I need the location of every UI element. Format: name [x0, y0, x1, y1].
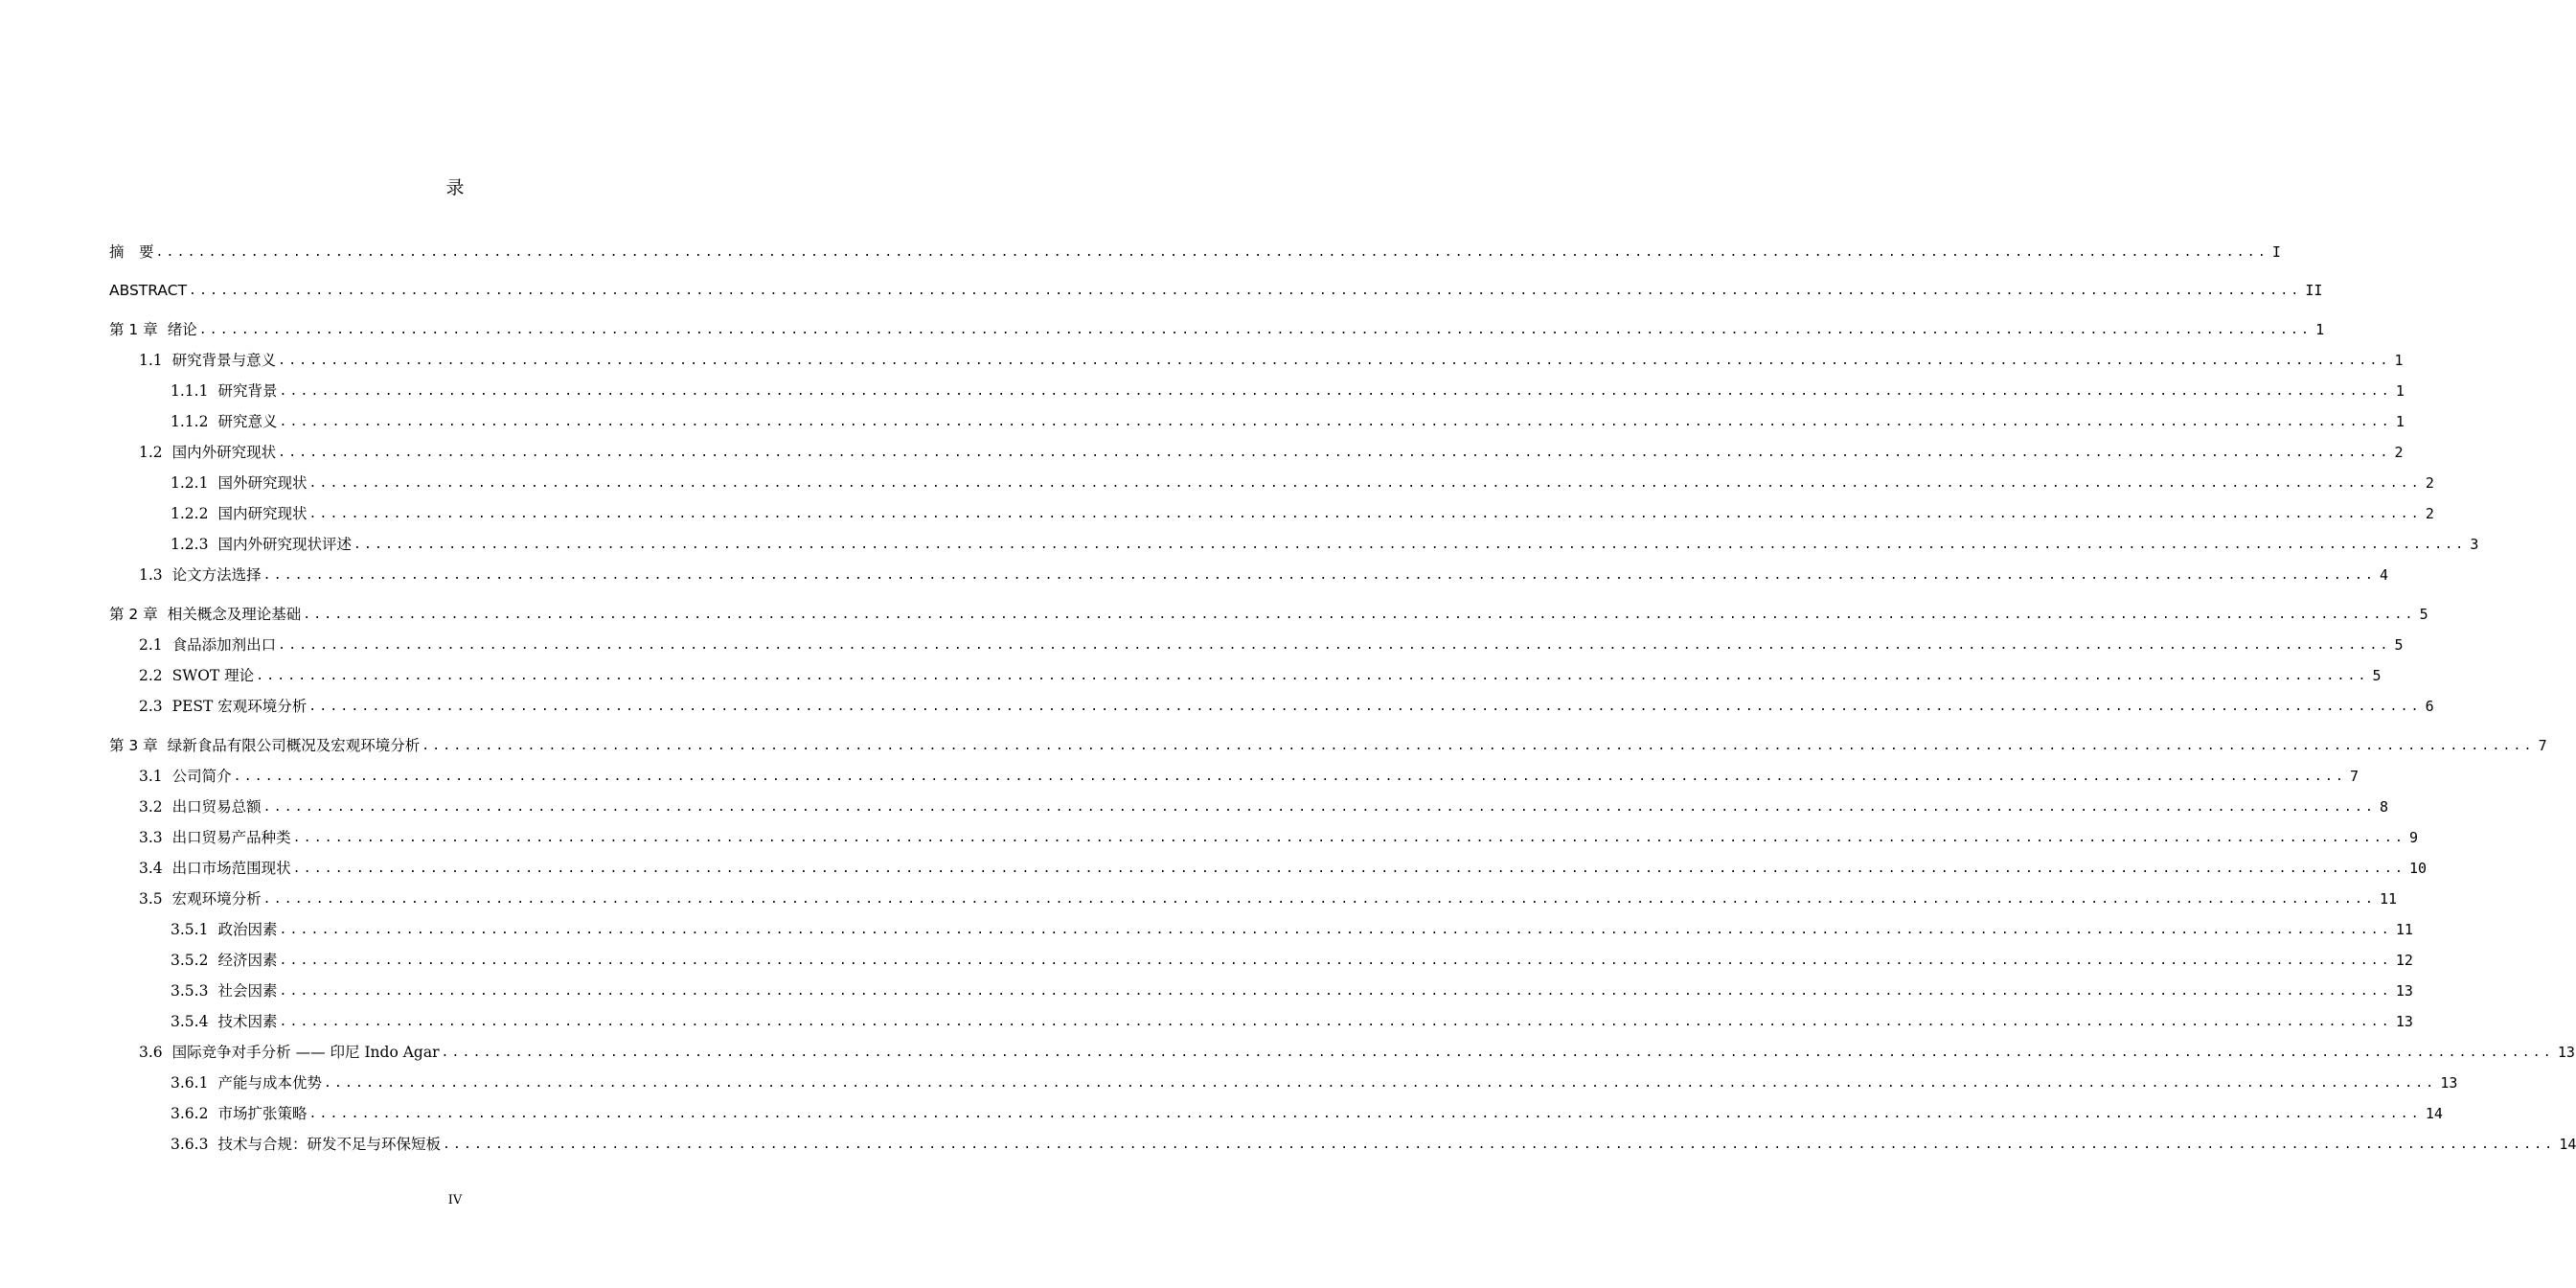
toc-entry-number: 3.5.3	[171, 982, 209, 1000]
toc-entry-number: 1.2.1	[171, 474, 209, 492]
page-number-footer: IV	[447, 1193, 463, 1208]
toc-entry-title: 出口贸易产品种类	[171, 829, 291, 846]
toc-entry-number: 3.6.2	[171, 1105, 209, 1122]
toc-entry[interactable]	[171, 1099, 2443, 1124]
toc-leader-dots: ........................................................................................................................................................................................................	[442, 1138, 2556, 1152]
toc-entry-number: 1.2.2	[171, 505, 209, 522]
toc-entry[interactable]	[139, 823, 2419, 848]
toc-leader-dots: ........................................................................................................................................................................................................	[189, 284, 2302, 298]
toc-entry-page: 2	[2425, 505, 2434, 522]
toc-entry-number: 3.5.1	[171, 921, 209, 938]
toc-entry-page: 5	[2394, 636, 2404, 654]
toc-entry-page: II	[2305, 282, 2323, 299]
toc-entry-number: 1.1	[139, 352, 163, 369]
toc-leader-dots: ........................................................................................................................................................................................................	[308, 507, 2422, 521]
toc-leader-dots: ........................................................................................................................................................................................................	[308, 1107, 2422, 1121]
toc-entry-title: 政治因素	[217, 921, 278, 938]
toc-entry-title: 出口贸易总额	[171, 798, 262, 816]
toc-entry-number: 第 1 章	[109, 321, 158, 338]
toc-entry-number: 3.1	[139, 768, 163, 785]
toc-leader-dots: ........................................................................................................................................................................................................	[279, 1015, 2392, 1029]
toc-entry[interactable]	[171, 915, 2413, 940]
toc-entry[interactable]	[109, 238, 2281, 263]
toc-entry-page: 11	[2395, 921, 2413, 938]
toc-entry-title: SWOT 理论	[171, 667, 255, 684]
toc-entry[interactable]	[109, 276, 2323, 301]
toc-entry-title: 研究背景与意义	[171, 352, 277, 369]
toc-entry[interactable]	[171, 530, 2479, 555]
toc-leader-dots: ........................................................................................................................................................................................................	[278, 638, 2391, 653]
toc-entry-page: 13	[2440, 1074, 2458, 1092]
toc-entry-title: 国内外研究现状评述	[217, 536, 352, 553]
toc-entry-number: 1.1.1	[171, 382, 209, 400]
toc-entry-page: 9	[2409, 829, 2419, 846]
toc-entry-title: 社会因素	[217, 982, 278, 1000]
toc-entry-title: 公司简介	[171, 768, 232, 785]
toc-leader-dots: ........................................................................................................................................................................................................	[292, 862, 2406, 876]
toc-entry-title: ABSTRACT	[109, 282, 188, 299]
toc-entry-page: 4	[2380, 566, 2389, 584]
toc-leader-dots: ........................................................................................................................................................................................................	[323, 1076, 2437, 1091]
toc-entry-page: 5	[2419, 606, 2428, 623]
toc-entry-title: 国内研究现状	[217, 505, 308, 522]
toc-entry-title: 研究背景	[217, 382, 278, 400]
toc-entry-number: 3.2	[139, 798, 163, 816]
toc-entry-number: 3.4	[139, 860, 163, 877]
toc-leader-dots: ........................................................................................................................................................................................................	[308, 476, 2422, 491]
toc-entry-title: 研究意义	[217, 413, 278, 430]
toc-entry-number: 第 3 章	[109, 737, 158, 754]
toc-entry-page: 5	[2372, 667, 2382, 684]
toc-entry-title: 绪论	[167, 321, 197, 338]
toc-entry-title: 食品添加剂出口	[171, 636, 277, 654]
toc-entry[interactable]	[171, 377, 2405, 402]
toc-entry-title: 绿新食品有限公司概况及宏观环境分析	[167, 737, 421, 754]
toc-entry[interactable]	[171, 1069, 2458, 1093]
toc-leader-dots: ........................................................................................................................................................................................................	[155, 245, 2268, 260]
toc-entry[interactable]	[171, 469, 2434, 494]
toc-entry[interactable]	[171, 977, 2413, 1001]
toc-entry-title: 论文方法选择	[171, 566, 262, 584]
toc-entry[interactable]	[139, 346, 2404, 371]
toc-entry[interactable]	[139, 762, 2359, 787]
toc-entry-page: 11	[2380, 890, 2398, 908]
toc-leader-dots: ........................................................................................................................................................................................................	[353, 538, 2467, 552]
toc-leader-dots: ........................................................................................................................................................................................................	[278, 446, 2391, 460]
toc-entry-number: 第 2 章	[109, 606, 158, 623]
toc-entry[interactable]	[171, 1130, 2576, 1155]
toc-entry-page: 14	[2425, 1105, 2443, 1122]
toc-entry-title: 产能与成本优势	[217, 1074, 322, 1092]
toc-entry-number: 1.1.2	[171, 413, 209, 430]
toc-leader-dots: ........................................................................................................................................................................................................	[262, 892, 2377, 907]
toc-entry-page: 14	[2559, 1136, 2576, 1153]
toc-entry[interactable]	[139, 793, 2389, 817]
toc-entry-number: 2.3	[139, 698, 163, 715]
toc-leader-dots: ........................................................................................................................................................................................................	[308, 700, 2422, 714]
toc-leader-dots: ........................................................................................................................................................................................................	[262, 568, 2377, 583]
toc-entry-page: 8	[2380, 798, 2389, 816]
toc-entry-page: 13	[2395, 982, 2413, 1000]
toc-entry-page: 13	[2557, 1044, 2575, 1061]
toc-entry-number: 2.1	[139, 636, 163, 654]
toc-leader-dots: ........................................................................................................................................................................................................	[292, 831, 2406, 845]
toc-entry-title: 宏观环境分析	[171, 890, 262, 908]
toc-leader-dots: ........................................................................................................................................................................................................	[441, 1046, 2554, 1060]
toc-entry-title: 国外研究现状	[217, 474, 308, 492]
toc-entry-page: 1	[2394, 352, 2404, 369]
toc-leader-dots: ........................................................................................................................................................................................................	[279, 923, 2392, 937]
toc-entry-title: 出口市场范围现状	[171, 860, 291, 877]
toc-leader-dots: ........................................................................................................................................................................................................	[422, 739, 2535, 753]
toc-leader-dots: ........................................................................................................................................................................................................	[279, 415, 2392, 429]
toc-entry-number: 3.5	[139, 890, 163, 908]
toc-entry-number: 3.5.2	[171, 952, 209, 969]
toc-entry[interactable]	[171, 407, 2405, 432]
toc-entry-page: 12	[2395, 952, 2413, 969]
toc-entry[interactable]	[139, 631, 2404, 656]
toc-leader-dots: ........................................................................................................................................................................................................	[262, 800, 2377, 815]
toc-entry-number: 3.5.4	[171, 1013, 209, 1030]
toc-entry-number: 1.3	[139, 566, 163, 584]
toc-leader-dots: ........................................................................................................................................................................................................	[279, 954, 2392, 968]
toc-entry-number: 3.3	[139, 829, 163, 846]
toc-entry-title: 经济因素	[217, 952, 278, 969]
toc-entry[interactable]	[139, 854, 2428, 879]
toc-entry[interactable]	[139, 885, 2398, 909]
toc-entry[interactable]	[139, 692, 2434, 717]
toc-entry[interactable]	[139, 438, 2404, 463]
toc-entry-number: 1.2	[139, 444, 163, 461]
toc-leader-dots: ........................................................................................................................................................................................................	[256, 669, 2369, 683]
toc-entry[interactable]	[171, 499, 2434, 524]
toc-entry-number: 2.2	[139, 667, 163, 684]
toc-leader-dots: ........................................................................................................................................................................................................	[279, 384, 2392, 399]
toc-entry-number: 3.6	[139, 1044, 163, 1061]
toc-entry-number: 3.6.3	[171, 1136, 209, 1153]
toc-entry-title: 市场扩张策略	[217, 1105, 308, 1122]
toc-entry-page: 13	[2395, 1013, 2413, 1030]
toc-entry[interactable]	[109, 315, 2325, 340]
toc-entry-page: 2	[2425, 474, 2434, 492]
toc-entry-page: 1	[2395, 413, 2405, 430]
toc-entry-title: 国内外研究现状	[171, 444, 277, 461]
toc-entry-title: 技术与合规：研发不足与环保短板	[217, 1136, 441, 1153]
toc-entry[interactable]	[171, 946, 2413, 971]
toc-entry[interactable]	[139, 661, 2382, 686]
toc-entry-title: 技术因素	[217, 1013, 278, 1030]
toc-leader-dots: ........................................................................................................................................................................................................	[303, 608, 2416, 622]
toc-leader-dots: ........................................................................................................................................................................................................	[233, 770, 2347, 784]
toc-entry-page: 6	[2425, 698, 2434, 715]
toc-entry[interactable]	[139, 1038, 2575, 1063]
toc-entry-page: 7	[2538, 737, 2547, 754]
toc-entry-page: 7	[2350, 768, 2359, 785]
toc-leader-dots: ........................................................................................................................................................................................................	[279, 984, 2392, 999]
toc-entry[interactable]	[171, 1007, 2413, 1032]
toc-entry[interactable]	[109, 600, 2428, 625]
page-title: 录	[445, 177, 465, 198]
toc-entry-page: 2	[2394, 444, 2404, 461]
toc-entry-page: 1	[2395, 382, 2405, 400]
toc-entry-page: 10	[2409, 860, 2428, 877]
toc-entry-title: 国际竞争对手分析 —— 印尼 Indo Agar	[171, 1044, 440, 1061]
toc-entry-page: 3	[2470, 536, 2479, 553]
toc-entry-number: 3.6.1	[171, 1074, 209, 1092]
toc-entry-page: I	[2271, 243, 2281, 261]
toc-entry-page: 1	[2315, 321, 2325, 338]
toc-leader-dots: ........................................................................................................................................................................................................	[198, 323, 2313, 337]
toc-entry-title: 摘 要	[109, 243, 154, 261]
toc-entry-title: PEST 宏观环境分析	[171, 698, 308, 715]
toc-entry-number: 1.2.3	[171, 536, 209, 553]
toc-entry[interactable]	[109, 731, 2547, 756]
toc-entry-title: 相关概念及理论基础	[167, 606, 302, 623]
toc-entry[interactable]	[139, 561, 2389, 586]
toc-leader-dots: ........................................................................................................................................................................................................	[278, 354, 2391, 368]
